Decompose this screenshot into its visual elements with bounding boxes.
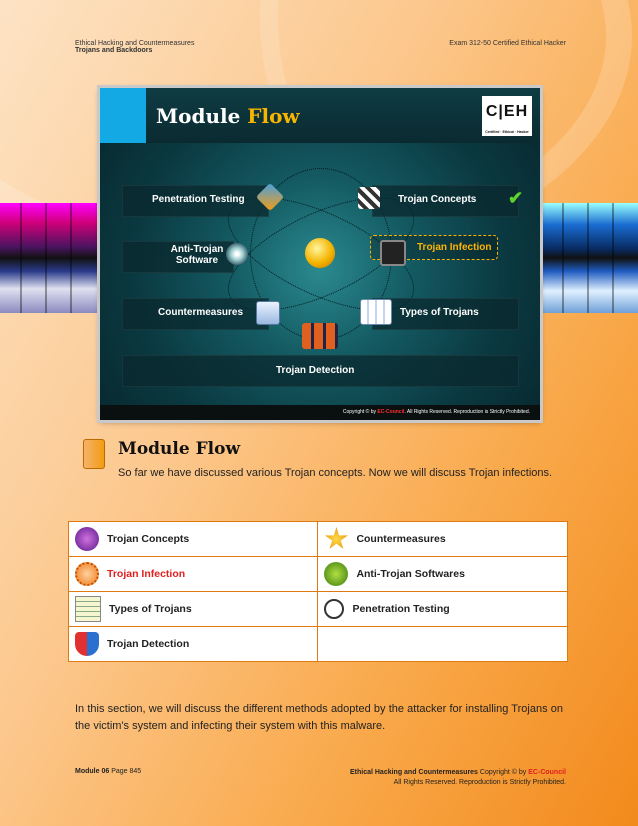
- page-header-left: [75, 40, 194, 54]
- nav-cell-trojan-detection[interactable]: [69, 627, 318, 662]
- slide-item-countermeasures[interactable]: Countermeasures: [158, 307, 244, 318]
- intro-paragraph: So far we have discussed various Trojan concepts. Now we will discuss Trojan infections.: [118, 467, 553, 479]
- virus-icon: [75, 527, 99, 551]
- slide-item-trojan-infection[interactable]: Trojan Infection: [370, 235, 498, 260]
- nav-label: Anti-Trojan Softwares: [356, 567, 465, 580]
- detection-grid-icon: [302, 323, 338, 349]
- ceh-logo-text: C|EH: [485, 103, 529, 120]
- nav-cell-anti-trojan-softwares[interactable]: [318, 557, 568, 592]
- slide-diagram: [100, 143, 540, 405]
- completed-check-icon: ✔: [508, 188, 524, 208]
- slide-item-penetration-testing[interactable]: Penetration Testing: [152, 194, 245, 205]
- checklist-icon: [75, 596, 101, 622]
- module-navigation-table: [68, 521, 568, 662]
- footer-page: Page 845: [111, 768, 142, 775]
- table-row: [69, 592, 568, 627]
- document-list-icon: [256, 301, 280, 325]
- nav-label: Countermeasures: [356, 532, 446, 545]
- nav-label: Penetration Testing: [352, 602, 450, 615]
- cd-shield-icon: [226, 243, 248, 265]
- ceh-logo-sub: Certified · Ethical · Hacker: [485, 130, 529, 134]
- ceh-logo: [482, 96, 532, 136]
- checkered-flag-icon: [358, 187, 380, 209]
- nav-cell-trojan-infection[interactable]: [69, 557, 318, 592]
- star-burst-icon: [324, 527, 348, 551]
- slide-footer-post: . All Rights Reserved. Reproduction is Strictly Prohibited.: [404, 409, 530, 415]
- slide-title-accent: Flow: [247, 104, 300, 128]
- closing-paragraph: In this section, we will discuss the different methods adopted by the attacker for installing Trojans on the victim's system and infecting their system with this malware.: [75, 703, 563, 732]
- gear-bug-icon: [75, 562, 99, 586]
- nav-cell-types-of-trojans[interactable]: [69, 592, 318, 627]
- nav-cell-empty: [318, 627, 568, 662]
- nav-cell-countermeasures[interactable]: [318, 522, 568, 557]
- nav-label: Trojan Detection: [107, 637, 190, 650]
- slide-accent-block: [100, 88, 146, 143]
- magnifier-icon: [324, 599, 344, 619]
- footer-copyright: Copyright © by: [479, 769, 527, 776]
- footer-course: Ethical Hacking and Countermeasures: [349, 769, 478, 776]
- decorative-band-right: [542, 203, 638, 313]
- nav-label: Trojan Infection: [107, 567, 186, 580]
- slide-footer: [100, 405, 540, 420]
- slide-title-main: Module: [156, 104, 241, 128]
- table-row: [69, 627, 568, 662]
- header-course-title: Ethical Hacking and Countermeasures: [75, 40, 195, 47]
- center-sphere: [305, 238, 335, 268]
- table-row: [69, 522, 568, 557]
- green-virus-icon: [324, 562, 348, 586]
- window-grid-icon: [360, 299, 392, 325]
- nav-cell-trojan-concepts[interactable]: [69, 522, 318, 557]
- nav-label: Types of Trojans: [109, 602, 192, 615]
- slide-title-bar: [100, 88, 540, 143]
- slide-footer-pre: Copyright © by: [342, 409, 377, 415]
- skull-monitor-icon: [380, 240, 406, 266]
- page-footer-left: [75, 768, 141, 775]
- slide-footer-brand: EC-Council: [377, 409, 405, 415]
- footer-module: Module 06: [75, 768, 110, 775]
- slide-title: [156, 104, 300, 128]
- section-title: Module Flow: [118, 439, 241, 459]
- decorative-band-left: [0, 203, 100, 313]
- nav-cell-penetration-testing[interactable]: [318, 592, 568, 627]
- slide-item-anti-trojan-software[interactable]: Anti-Trojan Software: [170, 244, 224, 266]
- slide-item-trojan-detection[interactable]: Trojan Detection: [276, 365, 355, 376]
- footer-brand: EC-Council: [528, 769, 566, 776]
- table-row: [69, 557, 568, 592]
- shield-icon: [75, 632, 99, 656]
- module-flow-slide: [100, 88, 540, 420]
- header-module-title: Trojans and Backdoors: [75, 47, 153, 54]
- slide-item-trojan-concepts[interactable]: Trojan Concepts: [398, 194, 477, 205]
- slide-item-types-of-trojans[interactable]: Types of Trojans: [400, 307, 479, 318]
- page-footer-right: [350, 768, 566, 788]
- page-header-right: Exam 312-50 Certified Ethical Hacker: [449, 40, 566, 47]
- footer-rights: All Rights Reserved. Reproduction is Strictly Prohibited.: [393, 779, 566, 786]
- nav-label: Trojan Concepts: [107, 532, 190, 545]
